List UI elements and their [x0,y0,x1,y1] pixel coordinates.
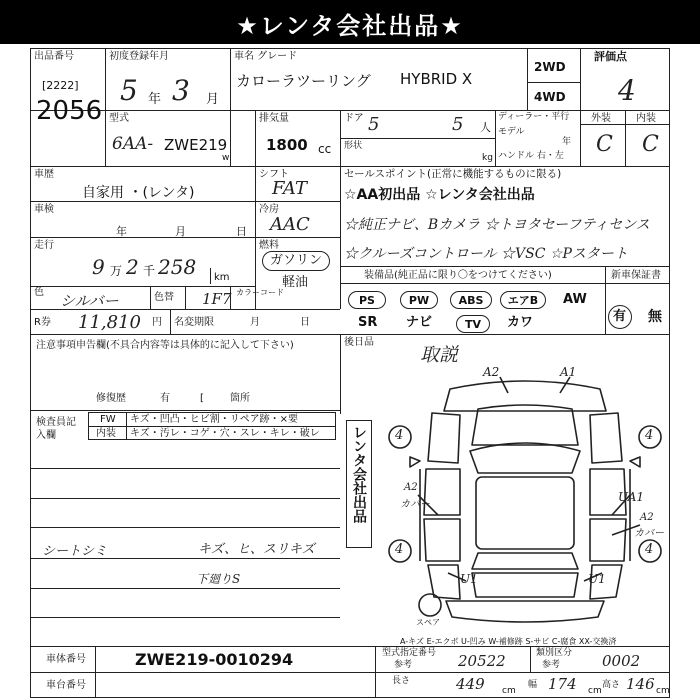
recycle-unit: 円 [152,317,162,328]
model-label: 型式 [109,113,129,124]
divider [580,48,581,166]
width-label: 幅 [528,680,538,690]
mark-right-a2-sub: カバー [634,528,664,539]
warranty-no: 無 [648,309,662,325]
divider [527,82,580,83]
equipment-label: 装備品(純正品に限り〇をつけてください) [364,270,552,281]
divider [30,410,340,411]
rental-stamp-text: レンタ会社出品 [351,425,367,523]
divider [30,309,340,310]
dealer-label: ディーラー・平行 [498,112,570,122]
equip-navi: ナビ [406,315,433,330]
mark-u1-left: U1 [460,572,478,586]
divider [340,283,670,284]
fuel-label: 燃料 [259,240,279,251]
divider [210,268,211,284]
equip-pw: PW [400,291,438,309]
selling-points-line1: ☆AA初出品 ☆レンタ会社出品 [344,187,535,203]
ruled-line [30,588,340,589]
divider [30,286,255,287]
divider [375,672,670,673]
fuel-gasoline: ガソリン [262,251,330,271]
model-code: ZWE219 [164,136,228,154]
displacement-label: 排気量 [259,113,289,124]
divider [30,672,375,673]
inspector-fw-label: FW [100,414,116,425]
model-designation-value: 20522 [458,652,506,670]
after-sale-value: 取説 [420,344,459,366]
lot-number: 2056 [36,96,103,126]
mark-a2-top: A2 [483,365,500,379]
shape-label: 形状 [344,141,363,151]
ruled-line [30,468,340,469]
vehicle-label: 車名 グレード [234,51,298,62]
divider [340,334,670,335]
left-rear-door [424,519,460,561]
mark-left-a2-sub: カバー [400,499,430,510]
interior-label: 内装 [636,113,656,124]
color-code-label: カラーコード [236,288,284,297]
repair-label: 修復歴 [96,393,126,404]
history-value: 自家用 ・(レンタ) [82,185,195,201]
length-value: 449 [456,675,485,693]
new-car-warranty-label: 新車保証書 [611,270,661,281]
exterior-label: 外装 [591,113,611,124]
equip-airbag: エアB [500,291,546,309]
equip-ps: PS [348,291,386,309]
score-label: 評価点 [594,50,627,63]
model-year-label: モデル [498,127,525,137]
inspector-fw-text: キズ・凹凸・ヒビ割・リペア跡・×要 [130,414,298,425]
divider [30,110,670,111]
color-change-label: 色替 [154,292,174,303]
mileage-sen: 2 [126,255,139,279]
note-line2: キズ、ヒ、スリキズ [198,542,315,557]
recycle-label: R券 [34,317,51,328]
name-change-day-unit: 日 [300,317,310,328]
windshield [470,443,580,473]
divider [30,334,340,335]
registration-label: 初度登録年月 [109,51,169,62]
fuel-diesel: 軽油 [282,275,309,290]
inspector-in-text: キズ・汚レ・コゲ・穴・スレ・キレ・破レ [130,428,320,439]
mileage-rest: 258 [158,255,197,279]
model-prefix: 6AA- [112,134,154,154]
bottom-left-label: 車台番号 [46,680,86,691]
note-line1: シートシミ [42,544,108,559]
note-line3: 下廻りS [196,572,241,586]
displacement-unit: cc [318,142,332,156]
length-label: 長さ [392,676,411,686]
mark-right-a2: A2 [640,512,654,523]
roof [476,477,574,549]
model-suffix: w [222,153,230,163]
model-designation-sub: 参考 [394,660,413,670]
drive-2wd: 2WD [534,60,566,74]
selling-points-label: セールスポイント(正常に機能するものに限る) [344,168,562,180]
weight-unit: kg [482,153,493,163]
equip-tv: TV [456,315,490,333]
divider [255,110,256,166]
rear-bumper [446,601,604,622]
left-front-fender [428,413,460,463]
damage-legend: A-キズ E-エクボ U-凹み W-補修跡 S-サビ C-腐食 XX-交換済 [400,637,617,646]
interior-grade: C [642,132,659,157]
rear-window [472,553,578,569]
after-sale-label: 後日品 [344,337,374,348]
mark-tire-fl: 4 [395,428,404,443]
history-label: 車歴 [34,169,54,180]
divider [30,237,340,238]
header-title: ★レンタ会社出品★ [236,12,464,40]
mark-a1-top: A1 [560,365,577,379]
notes-label: 注意事項申告欄(不具合内容等は具体的に記入して下さい) [36,340,294,351]
category-label: 類別区分 [536,648,573,658]
repair-place-unit: 箇所 [230,393,250,404]
doors-label: ドア [344,113,364,124]
divider [580,124,670,125]
mileage-unit: km [214,272,230,283]
vehicle-name: カローラツーリング [236,72,371,90]
mark-u1-right: U1 [588,572,606,586]
divider [340,166,341,309]
chassis-label: 車体番号 [46,654,86,665]
passenger-unit: 人 [480,121,491,134]
mark-left-a2: A2 [404,482,418,493]
inspection-day-unit: 日 [236,225,247,238]
exterior-grade: C [596,132,613,157]
registration-month-unit: 月 [206,92,220,107]
inspection-month-unit: 月 [175,225,186,238]
displacement-value: 1800 [266,136,308,154]
divider [625,110,626,166]
divider [170,309,171,334]
mileage-man: 9 [92,255,105,279]
repair-place-bracket: [ [200,393,204,404]
inspector-in-label: 内装 [96,428,116,439]
mileage-man-unit: 万 [110,264,123,278]
score-value: 4 [618,74,636,107]
divider [30,201,340,202]
divider [150,286,151,309]
aircon-value: AAC [270,214,310,235]
color-code-value: 1F7 [202,290,232,308]
color-label: 色 [34,287,44,298]
warranty-yes: 有 [613,309,627,324]
inspection-year-unit: 年 [116,225,127,238]
front-bumper [444,381,606,411]
height-label: 高さ [602,680,621,690]
ruled-line [30,527,340,528]
passenger-value: 5 [452,114,464,135]
divider [340,138,495,139]
spare-tire [419,594,441,616]
category-value: 0002 [602,652,641,670]
shift-label: シフト [259,169,289,180]
width-value: 174 [548,675,577,693]
selling-points-line2: ☆純正ナビ、Bカメラ ☆トヨタセーフティセンス [344,217,650,233]
mileage-label: 走行 [34,240,54,251]
doors-value: 5 [368,114,380,135]
divider [30,646,670,647]
height-unit: cm [656,686,670,696]
divider [185,286,186,309]
name-change-month-unit: 月 [250,317,260,328]
divider [340,334,341,414]
length-unit: cm [502,686,516,696]
recycle-value: 11,810 [78,312,141,333]
drive-4wd: 4WD [534,90,566,104]
equip-aw: AW [563,292,587,307]
divider [530,646,531,672]
mark-tire-rr: 4 [645,542,654,557]
lot-sub-code: [2222] [42,79,79,92]
ruled-line [30,498,340,499]
model-year-unit: 年 [562,137,572,147]
divider [340,266,670,267]
handle-label: ハンドル 右・左 [498,151,564,161]
divider [126,412,127,440]
category-sub: 参考 [542,660,561,670]
mark-spare: スペア [416,618,440,627]
registration-year-unit: 年 [148,92,162,107]
right-rear-door [590,519,626,561]
equip-sr: SR [358,315,378,330]
divider [230,48,231,166]
divider [30,166,670,167]
selling-points-line3: ☆クルーズコントロール ☆VSC ☆Pスタート [344,246,628,262]
divider [495,110,496,166]
right-front-fender [590,413,622,463]
width-unit: cm [588,686,602,696]
equip-leather: カワ [507,315,534,330]
inspector-label: 検査員記入欄 [36,417,76,441]
name-change-label: 名変期限 [174,317,214,328]
model-designation-label: 型式指定番号 [382,648,437,658]
divider [605,266,606,334]
inspection-label: 車検 [34,204,54,215]
vehicle-grade: HYBRID X [400,70,473,88]
height-value: 146 [626,675,655,693]
divider [105,48,106,166]
chassis-value: ZWE219-0010294 [135,650,294,669]
color-value: シルバー [60,292,119,310]
shift-value: FAT [272,178,307,199]
trunk [472,573,578,597]
mark-tire-fr: 4 [645,428,654,443]
aircon-label: 冷房 [259,204,279,215]
ruled-line [30,617,340,618]
lot-label: 出品番号 [34,51,74,62]
repair-value: 有 [160,393,170,404]
mark-tire-rl: 4 [395,542,404,557]
mileage-sen-unit: 千 [143,264,156,278]
registration-month: 3 [172,74,190,107]
divider [527,48,528,110]
mark-right-ua1: UA1 [618,490,645,504]
equip-abs: ABS [450,291,492,309]
registration-year: 5 [120,74,138,107]
